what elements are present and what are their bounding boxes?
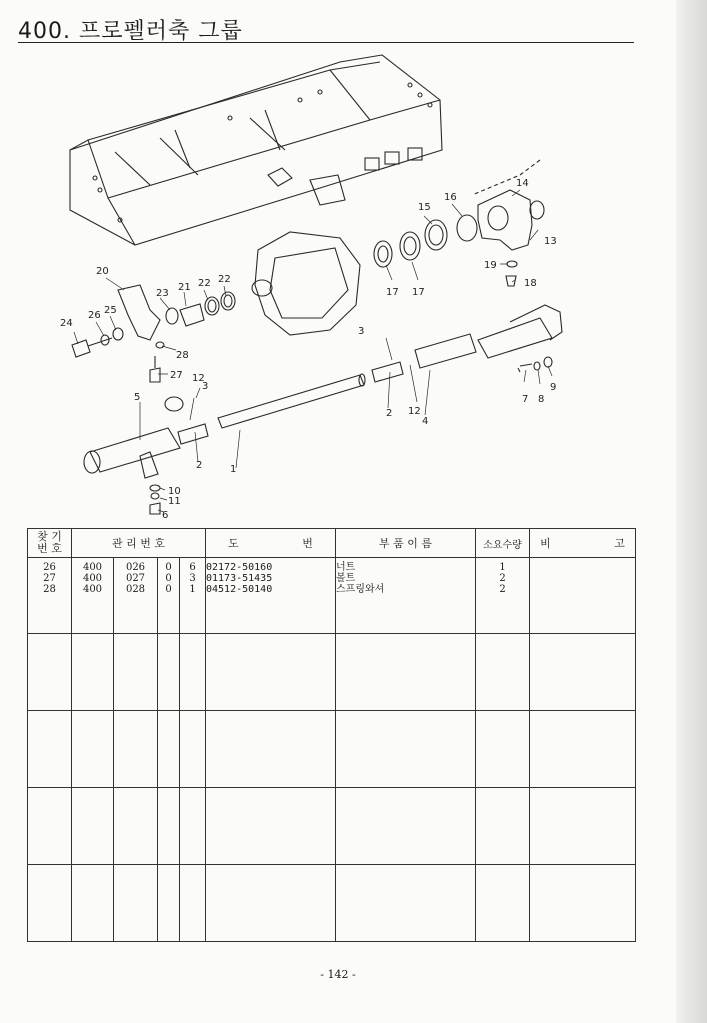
callout-22: 22 (198, 278, 211, 289)
remarks-column (530, 558, 636, 634)
yoke-assembly (72, 285, 235, 382)
callout-19: 19 (484, 260, 497, 271)
callout-22b: 22 (218, 274, 231, 285)
table-row-empty (28, 711, 636, 788)
parts-table (27, 528, 636, 942)
header-remarks: 비 고 (530, 529, 636, 558)
callout-23: 23 (156, 288, 169, 299)
callout-2: 2 (196, 460, 203, 471)
mgmt-col-1: 400 400 400 (72, 558, 114, 634)
callout-18: 18 (524, 278, 537, 289)
callout-5: 5 (134, 392, 141, 403)
header-quantity: 소요수량 (476, 529, 530, 558)
mgmt-col-2: 026 027 028 (114, 558, 158, 634)
callout-3: 3 (202, 381, 209, 392)
callout-13: 13 (544, 236, 557, 247)
bearing-bracket (478, 190, 544, 250)
callout-9: 9 (550, 382, 557, 393)
table-row-empty (28, 634, 636, 711)
callout-4: 4 (422, 416, 429, 427)
table-row-empty (28, 865, 636, 942)
callout-14: 14 (516, 178, 529, 189)
part-name-column: 너트 볼트 스프링와셔 (336, 558, 476, 634)
propeller-shaft (84, 305, 562, 514)
part-number-column: 02172-50160 01173-51435 04512-50140 (206, 558, 336, 634)
callout-27: 27 (170, 370, 183, 381)
callout-11: 11 (168, 496, 181, 507)
mgmt-col-3: 0 0 0 (158, 558, 180, 634)
gear-housing (252, 232, 360, 335)
callout-1b: 2 (386, 408, 393, 419)
page-number: - 142 - (320, 968, 356, 981)
callout-1: 1 (230, 464, 237, 475)
header-drawing-no: 도 번 (206, 529, 336, 558)
callout-24: 24 (60, 318, 73, 329)
callout-16: 16 (444, 192, 457, 203)
seal-rings (374, 215, 477, 267)
quantity-column: 1 2 2 (476, 558, 530, 634)
callout-20: 20 (96, 266, 109, 277)
callout-26: 26 (88, 310, 101, 321)
callout-17b: 17 (412, 287, 425, 298)
table-row-data (28, 558, 636, 634)
callout-15: 15 (418, 202, 431, 213)
chassis-frame (70, 55, 442, 245)
page-title: 400. 프로펠러축 그룹 (18, 19, 243, 44)
callout-12: 12 (192, 373, 205, 384)
header-part-name: 부 품 이 름 (336, 529, 476, 558)
callout-6: 6 (162, 510, 169, 520)
callout-8: 8 (538, 394, 545, 405)
header-management-no: 관 리 번 호 (72, 529, 206, 558)
page-edge (676, 0, 707, 1023)
mgmt-col-4: 6 3 1 (180, 558, 206, 634)
item-column: 26 27 28 (28, 558, 72, 634)
callout-7: 7 (522, 394, 529, 405)
callout-21: 21 (178, 282, 191, 293)
callout-28: 28 (176, 350, 189, 361)
callout-17: 17 (386, 287, 399, 298)
callout-10: 10 (168, 486, 181, 497)
table-header-row (28, 529, 636, 558)
exploded-parts-diagram (0, 0, 676, 520)
callout-12b: 12 (408, 406, 421, 417)
callout-25: 25 (104, 305, 117, 316)
callout-3b: 3 (358, 326, 365, 337)
table-row-empty (28, 788, 636, 865)
header-item-no: 찾 기 번 호 (28, 529, 72, 558)
